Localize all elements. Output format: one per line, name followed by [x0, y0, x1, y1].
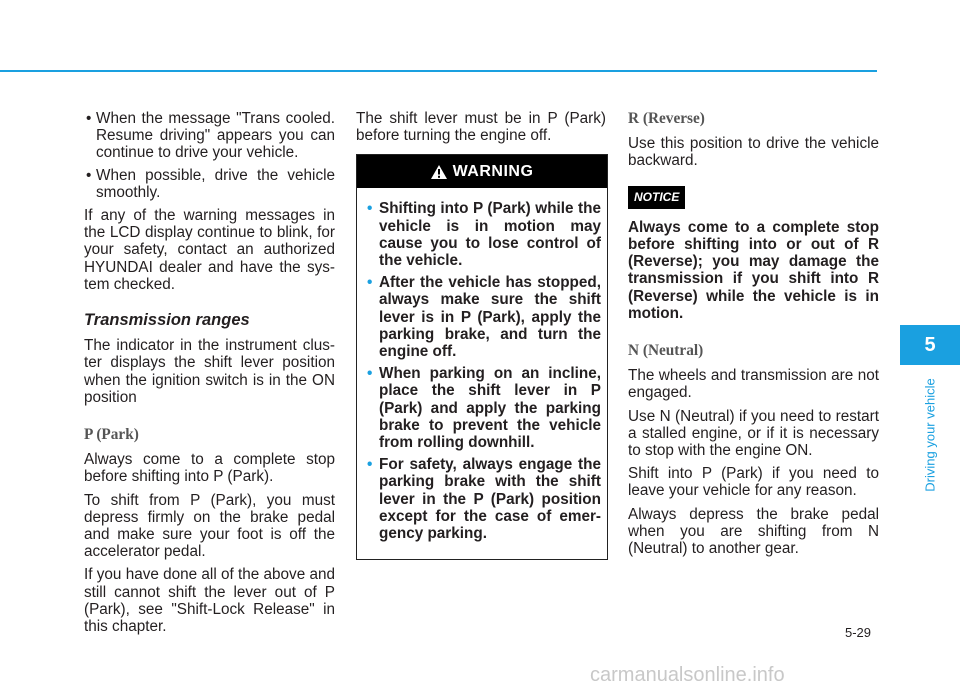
paragraph: The indicator in the instrument clus-ter displays the shift lever position when the ignition switch is in the ON position [84, 337, 335, 406]
paragraph: The shift lever must be in P (Park) before turning the engine off. [356, 110, 606, 145]
warning-item: • Shifting into P (Park) while the vehicle is in motion may cause you to lose control of the vehicle. [367, 200, 601, 269]
section-title: Transmission ranges [84, 311, 250, 330]
paragraph: Use N (Neutral) if you need to restart a stalled engine, or if it is necessary to stop with the engine ON. [628, 407, 879, 460]
chapter-title: Driving your vehicle [922, 378, 938, 492]
chapter-tab: 5 [900, 325, 960, 365]
notice-badge: NOTICE [628, 186, 685, 209]
column-3 [628, 110, 879, 563]
warning-body [357, 188, 607, 559]
watermark: carmanualsonline.info [590, 664, 785, 686]
paragraph: To shift from P (Park), you must depress firmly on the brake pedal and make sure your foot is off the accelerator pedal. [84, 491, 335, 561]
warning-title: WARNING [452, 163, 534, 181]
paragraph: Shift into P (Park) if you need to leave your vehicle for any reason. [628, 465, 879, 500]
notice-text: Always come to a complete stop before shifting into or out of R (Reverse); you may damage the transmission if you shift into R (Reverse) while the vehicle is in motion. [628, 218, 879, 322]
column-1 [84, 110, 335, 641]
paragraph: Use this position to drive the vehicle backward. [628, 135, 879, 170]
page-number: 5-29 [845, 625, 872, 640]
warning-item: • For safety, always engage the parking brake with the shift lever in the P (Park) position except for the case of emer-gency parking. [367, 456, 601, 542]
warning-box [356, 154, 608, 560]
neutral-heading: N (Neutral) [628, 342, 704, 360]
warning-item: • When parking on an incline, place the shift lever in P (Park) and apply the parking brake to prevent the vehicle from rolling downhill. [367, 365, 601, 451]
park-heading: P (Park) [84, 426, 139, 444]
reverse-heading: R (Reverse) [628, 110, 705, 127]
warning-triangle-icon [431, 165, 447, 179]
list-item: • When the message "Trans cooled. Resume driving" appears you can continue to drive your vehicle. [84, 110, 335, 162]
paragraph: If any of the warning messages in the LCD display continue to blink, for your safety, contact an authorized HYUNDAI dealer and have the sys-tem checked. [84, 207, 335, 293]
paragraph: If you have done all of the above and still cannot shift the lever out of P (Park), see "Shift-Lock Release" in this chapter. [84, 566, 335, 636]
paragraph: The wheels and transmission are not engaged. [628, 367, 879, 402]
warning-header [357, 155, 607, 188]
bullet-list [84, 110, 335, 201]
chapter-side-label [900, 370, 960, 500]
warning-item: • After the vehicle has stopped, always make sure the shift lever is in P (Park), apply the parking brake, and turn the engine off. [367, 274, 601, 360]
paragraph: Always come to a complete stop before shifting into P (Park). [84, 451, 335, 486]
paragraph: Always depress the brake pedal when you are shifting from N (Neutral) to another gear. [628, 505, 879, 558]
column-2 [356, 110, 606, 560]
top-rule [0, 70, 877, 72]
list-item: • When possible, drive the vehicle smoothly. [84, 167, 335, 201]
